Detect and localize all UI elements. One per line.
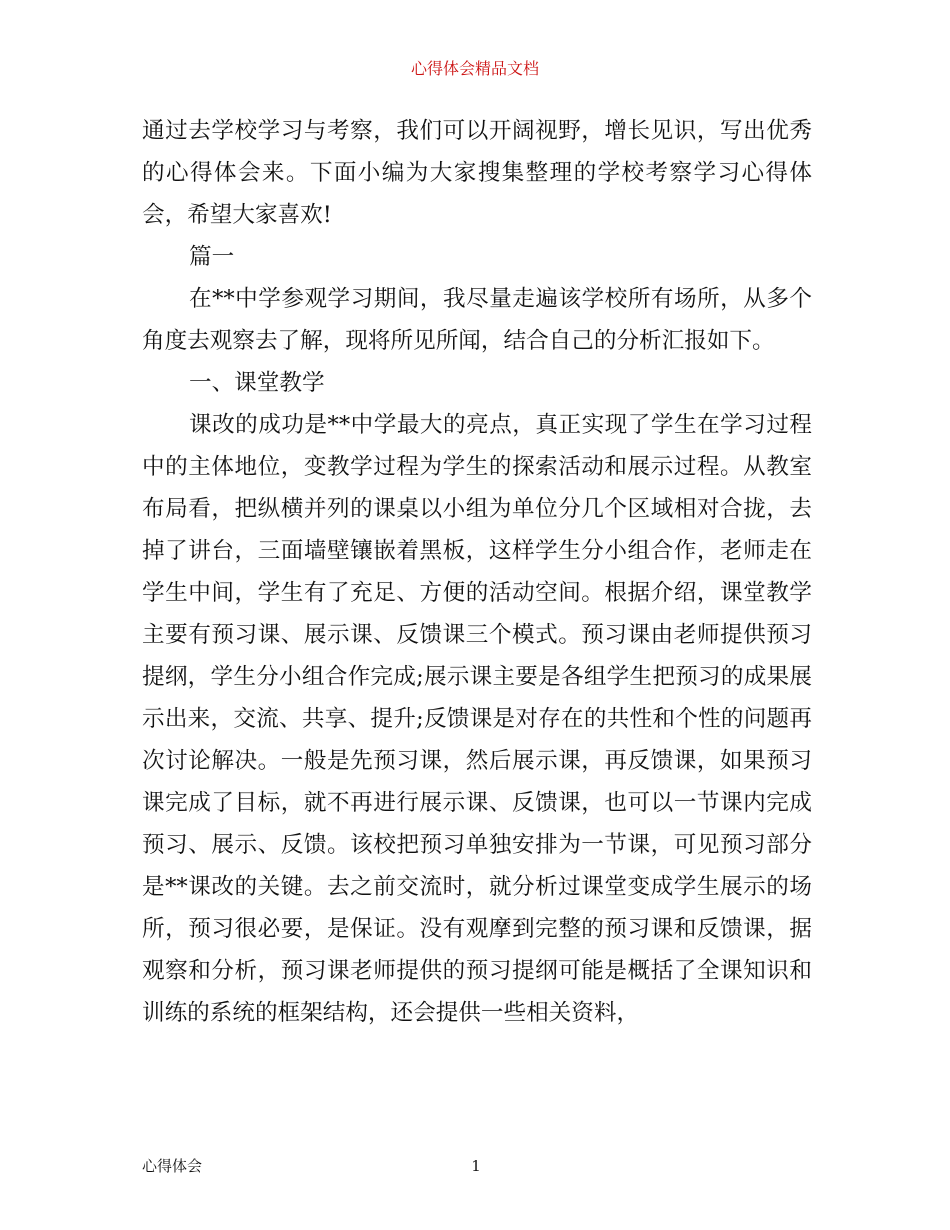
section-heading-classroom-teaching: 一、课堂教学 (189, 370, 325, 396)
footer-label: 心得体会 (142, 1157, 203, 1175)
page-header-title: 心得体会精品文档 (410, 59, 539, 78)
intro-paragraph: 通过去学校学习与考察，我们可以开阔视野，增长见识，写出优秀的心得体会来。下面小编为大家搜集整理的学校考察学习心得体会，希望大家喜欢! (142, 118, 812, 228)
document-body (142, 110, 812, 1034)
page-number: 1 (471, 1157, 481, 1175)
body-paragraph: 在**中学参观学习期间，我尽量走遍该学校所有场所，从多个角度去观察去了解，现将所见所闻，结合自己的分析汇报如下。 (142, 286, 812, 354)
body-paragraph: 课改的成功是**中学最大的亮点，真正实现了学生在学习过程中的主体地位，变教学过程为学生的探索活动和展示过程。从教室布局看，把纵横并列的课桌以小组为单位分几个区域相对合拢，去掉了讲台，三面墙壁镶嵌着黑板，这样学生分小组合作，老师走在学生中间，学生有了充足、方便的活动空间。根据介绍，课堂教学主要有预习课、展示课、反馈课三个模式。预习课由老师提供预习提纲，学生分小组合作完成;展示课主要是各组学生把预习的成果展示出来，交流、共享、提升;反馈课是对存在的共性和个性的问题再次讨论解决。一般是先预习课，然后展示课，再反馈课，如果预习课完成了目标，就不再进行展示课、反馈课，也可以一节课内完成预习、展示、反馈。该校把预习单独安排为一节课，可见预习部分是**课改的关键。去之前交流时，就分析过课堂变成学生展示的场所，预习很必要，是保证。没有观摩到完整的预习课和反馈课，据观察和分析，预习课老师提供的预习提纲可能是概括了全课知识和训练的系统的框架结构，还会提供一些相关资料， (142, 412, 812, 1026)
section-heading-part-one: 篇一 (189, 244, 235, 270)
